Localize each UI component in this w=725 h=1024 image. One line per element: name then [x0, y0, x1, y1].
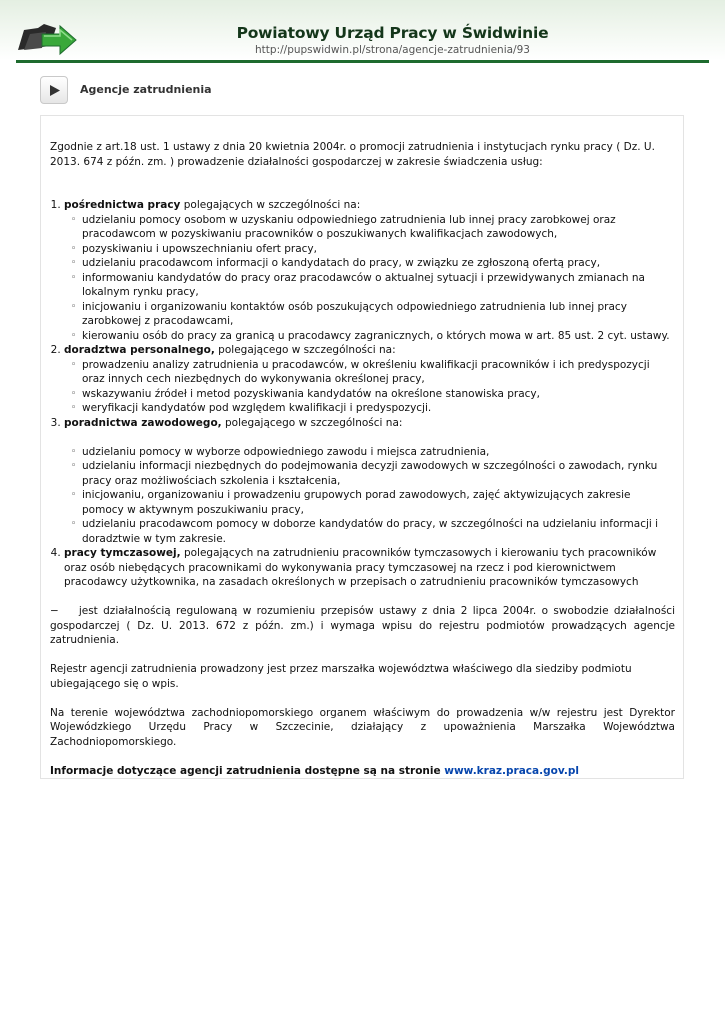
intro-paragraph: Zgodnie z art.18 ust. 1 ustawy z dnia 20 kwietnia 2004r. o promocji zatrudnienia i instytucjach rynku pracy ( Dz. U. 2013. 674 z późn. zm. ) prowadzenie działalności gospodarczej w zakresie świadczenia usług: — [50, 141, 655, 168]
header-divider — [16, 60, 709, 63]
kraz-link[interactable]: www.kraz.praca.gov.pl — [444, 764, 579, 777]
page-header — [0, 0, 725, 66]
sub-list-item: ◦ kierowaniu osób do pracy za granicą u pracodawcy zagranicznych, o których mowa w art. 85 ust. 2 cyt. ustawy. — [72, 329, 675, 344]
logo-icon — [16, 20, 78, 58]
regulation-paragraph — [50, 604, 675, 648]
article-content — [50, 140, 675, 778]
registry-paragraph: Rejestr agencji zatrudnienia prowadzony jest przez marszałka województwa właściwego dla siedziby podmiotu ubiegającego się o wpis. — [50, 663, 632, 690]
sub-list-item: ◦ inicjowaniu i organizowaniu kontaktów osób poszukujących odpowiedniego zatrudnienia lub innej pracy zarobkowej z pracodawcami, — [72, 300, 675, 329]
service-description: polegających na zatrudnieniu pracowników tymczasowych i kierowaniu tych pracowników oraz osób niebędących pracownikami do wykonywania pracy tymczasowej na rzecz i pod kierownictwem pracodawcy użytkownika, na zasadach określonych w przepisach o zatrudnieniu pracowników tymczasowych — [64, 547, 657, 588]
sub-list-item: ◦ prowadzeniu analizy zatrudnienia u pracodawców, w określeniu kwalifikacji pracowników i ich predyspozycji oraz innych cech niezbędnych do wykonywania określonej pracy, — [72, 358, 675, 387]
regulation-text: jest działalnością regulowaną w rozumieniu przepisów ustawy z dnia 2 lipca 2004r. o swobodzie działalności gospodarczej ( Dz. U. 2013. 672 z późn. zm.) i wymaga wpisu do rejestru podmiotów prowadzących agencje zatrudnienia. — [50, 605, 675, 646]
info-text: Informacje dotyczące agencji zatrudnienia dostępne są na stronie — [50, 764, 445, 777]
sub-list-item: ◦ weryfikacji kandydatów pod względem kwalifikacji i predyspozycji. — [72, 401, 675, 416]
service-name: doradztwa personalnego, — [64, 344, 215, 356]
dash-symbol: − — [50, 605, 59, 617]
sub-list — [64, 358, 675, 416]
service-description: polegającego w szczególności na: — [221, 416, 403, 429]
sub-list-item: ◦ informowaniu kandydatów do pracy oraz pracodawców o aktualnej sytuacji i przewidywanych zmianach na lokalnym rynku pracy, — [72, 271, 675, 300]
site-url: http://pupswidwin.pl/strona/agencje-zatrudnienia/93 — [255, 44, 530, 56]
service-name: pośrednictwa pracy — [64, 199, 181, 211]
service-description: polegających w szczególności na: — [180, 199, 361, 211]
service-item — [64, 416, 675, 547]
services-list — [50, 198, 675, 590]
service-item — [64, 546, 675, 590]
section-title: Agencje zatrudnienia — [80, 83, 212, 96]
sub-list — [64, 213, 675, 344]
section-arrow-button[interactable] — [40, 76, 68, 104]
service-item — [64, 343, 675, 416]
authority-paragraph: Na terenie województwa zachodniopomorskiego organem właściwym do prowadzenia w/w rejestru jest Dyrektor Wojewódzkiego Urzędu Pracy w Szczecinie, działający z upoważnienia Marszałka Województwa Zachodniopomorskiego. — [50, 706, 675, 748]
sub-list — [64, 445, 675, 547]
sub-list-item: ◦ udzielaniu pracodawcom pomocy w doborze kandydatów do pracy, w szczególności na udzielaniu informacji i doradztwie w tym zakresie. — [72, 517, 675, 546]
sub-list-item: ◦ pozyskiwaniu i upowszechnianiu ofert pracy, — [72, 242, 675, 257]
service-name: poradnictwa zawodowego, — [64, 416, 222, 429]
service-item — [64, 198, 675, 343]
info-paragraph — [50, 764, 675, 779]
sub-list-item: ◦ wskazywaniu źródeł i metod pozyskiwania kandydatów na określone stanowiska pracy, — [72, 387, 675, 402]
sub-list-item: ◦ udzielaniu informacji niezbędnych do podejmowania decyzji zawodowych w szczególności o zawodach, rynku pracy oraz możliwościach szkolenia i kształcenia, — [72, 459, 675, 488]
site-title: Powiatowy Urząd Pracy w Świdwinie — [236, 24, 549, 42]
sub-list-item: ◦ udzielaniu pomocy osobom w uzyskaniu odpowiedniego zatrudnienia lub innej pracy zarobkowej oraz pracodawcom w pozyskiwaniu pracowników o poszukiwanych kwalifikacjach zawodowych, — [72, 213, 675, 242]
service-description: polegającego w szczególności na: — [214, 344, 396, 356]
sub-list-item: ◦ udzielaniu pracodawcom informacji o kandydatach do pracy, w związku ze zgłoszoną ofertą pracy, — [72, 256, 675, 271]
arrow-right-icon — [49, 84, 61, 97]
service-name: pracy tymczasowej, — [64, 547, 181, 559]
sub-list-item: ◦ inicjowaniu, organizowaniu i prowadzeniu grupowych porad zawodowych, zajęć aktywizujących zakresie pomocy w aktywnym poszukiwaniu pracy, — [72, 488, 675, 517]
sub-list-item: ◦ udzielaniu pomocy w wyborze odpowiedniego zawodu i miejsca zatrudnienia, — [72, 445, 675, 460]
